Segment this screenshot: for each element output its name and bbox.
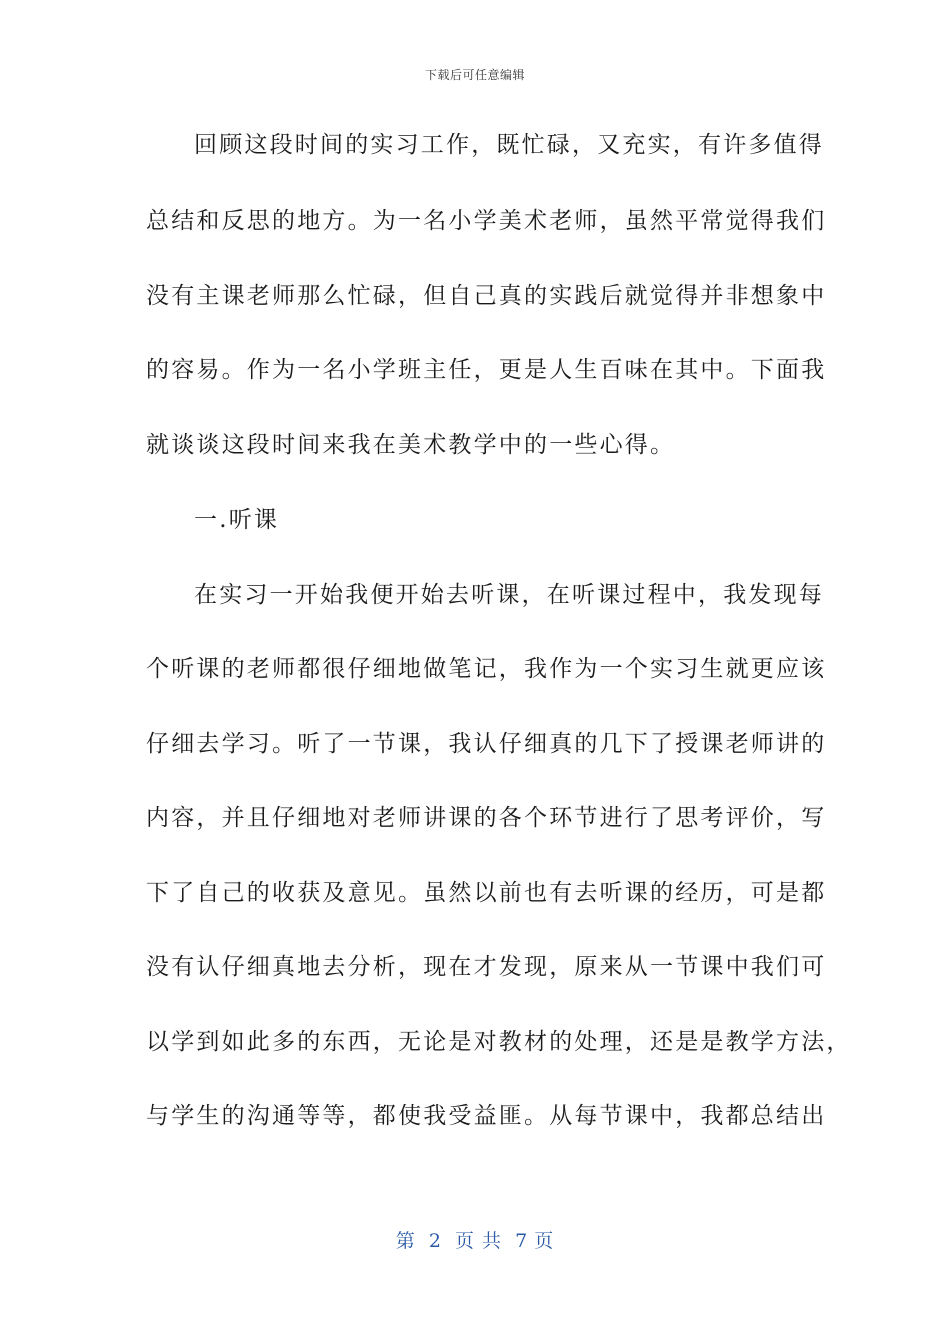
paragraph-2-line-7: 以学到如此多的东西，无论是对教材的处理，还是是教学方法， bbox=[146, 1029, 852, 1055]
page-footer bbox=[0, 1226, 950, 1253]
paragraph-2-line-5: 下了自己的收获及意见。虽然以前也有去听课的经历，可是都 bbox=[146, 880, 827, 906]
paragraph-1-line-2: 总结和反思的地方。为一名小学美术老师，虽然平常觉得我们 bbox=[146, 208, 827, 234]
paragraph-1-line-4: 的容易。作为一名小学班主任，更是人生百味在其中。下面我 bbox=[146, 357, 827, 383]
paragraph-2-line-4: 内容，并且仔细地对老师讲课的各个环节进行了思考评价，写 bbox=[146, 805, 827, 831]
paragraph-1-line-1: 回顾这段时间的实习工作，既忙碌，又充实，有许多值得 bbox=[194, 132, 824, 158]
paragraph-2-line-6: 没有认仔细真地去分析，现在才发现，原来从一节课中我们可 bbox=[146, 954, 827, 980]
footer-page-number: 2 bbox=[428, 1230, 442, 1252]
footer-suffix: 页 bbox=[534, 1230, 555, 1252]
page-header: 下载后可任意编辑 bbox=[424, 68, 525, 82]
paragraph-2-line-3: 仔细去学习。听了一节课，我认仔细真的几下了授课老师讲的 bbox=[146, 731, 827, 757]
paragraph-2-line-2: 个听课的老师都很仔细地做笔记，我作为一个实习生就更应该 bbox=[146, 656, 827, 682]
footer-total-pages: 7 bbox=[515, 1230, 529, 1252]
paragraph-1-line-5: 就谈谈这段时间来我在美术教学中的一些心得。 bbox=[146, 432, 676, 458]
paragraph-2-line-1: 在实习一开始我便开始去听课，在听课过程中，我发现每 bbox=[194, 582, 824, 608]
section-heading: 一.听课 bbox=[194, 507, 280, 533]
paragraph-1-line-3: 没有主课老师那么忙碌，但自己真的实践后就觉得并非想象中 bbox=[146, 283, 827, 309]
paragraph-2-line-8: 与学生的沟通等等，都使我受益匪。从每节课中，我都总结出 bbox=[146, 1103, 827, 1129]
footer-prefix: 第 bbox=[395, 1230, 416, 1252]
footer-middle: 页 共 bbox=[455, 1230, 503, 1252]
